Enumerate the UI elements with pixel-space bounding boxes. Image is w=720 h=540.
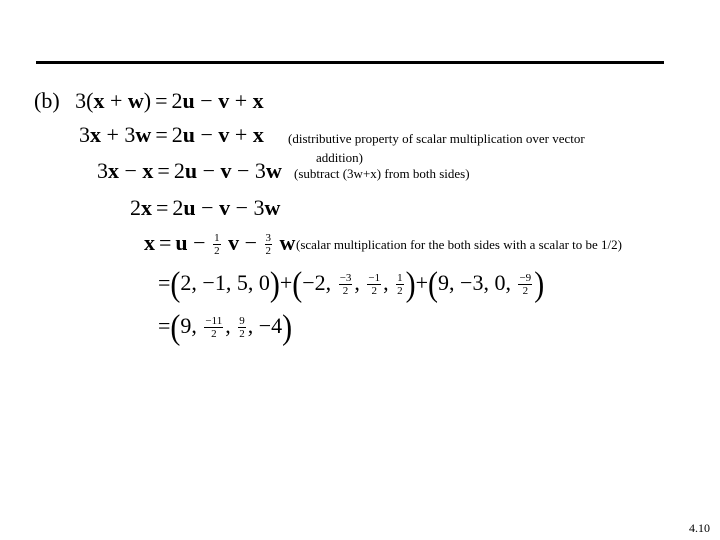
equation-line-5: x = u − $\frac{1}{2}$ v − $\frac{3}{2}$ w [144,230,296,258]
fraction: $\frac{9}{2}$ [239,315,245,341]
note-subtract: (subtract (3w+x) from both sides) [294,166,470,181]
equation-line-2: 3x + 3w = 2u − v + x [79,122,264,147]
fraction: $\frac{1}{2}$ [397,272,403,298]
part-label: (b) [34,88,60,113]
note-distributive: (distributive property of scalar multiplication over vector [288,131,585,146]
equation-line-4: 2x = 2u − v − 3w [130,195,281,220]
note-scalar: (scalar multiplication for the both sides with a scalar to be 1/2) [296,237,622,252]
page-number: 4.10 [689,521,710,535]
fraction: $\frac{1}{2}$ [214,232,220,258]
equation-line-3: 3x − x = 2u − v − 3w [97,158,282,183]
equation-line-7: =(9, $\frac{-11}{2}$ , $\frac{9}{2}$ , −4) [158,308,293,347]
fraction: $\frac{-1}{2}$ [368,272,381,298]
fraction: $\frac{-3}{2}$ [339,272,352,298]
fraction: $\frac{-11}{2}$ [205,315,223,341]
note-distributive-cont: addition) [316,150,363,165]
equation-line-1: (b) 3(x + w) = 2u − v + x [34,88,264,113]
fraction: $\frac{3}{2}$ [265,232,272,258]
equation-line-6: =(2, −1, 5, 0)+(−2, $\frac{-3}{2}$ , $\frac{-1}{2}$ , $\frac{1}{2}$ )+(9, −3, 0, $\frac{-9}{2}$ ) [158,265,545,304]
fraction: $\frac{-9}{2}$ [519,272,532,298]
title-rule [36,61,664,64]
